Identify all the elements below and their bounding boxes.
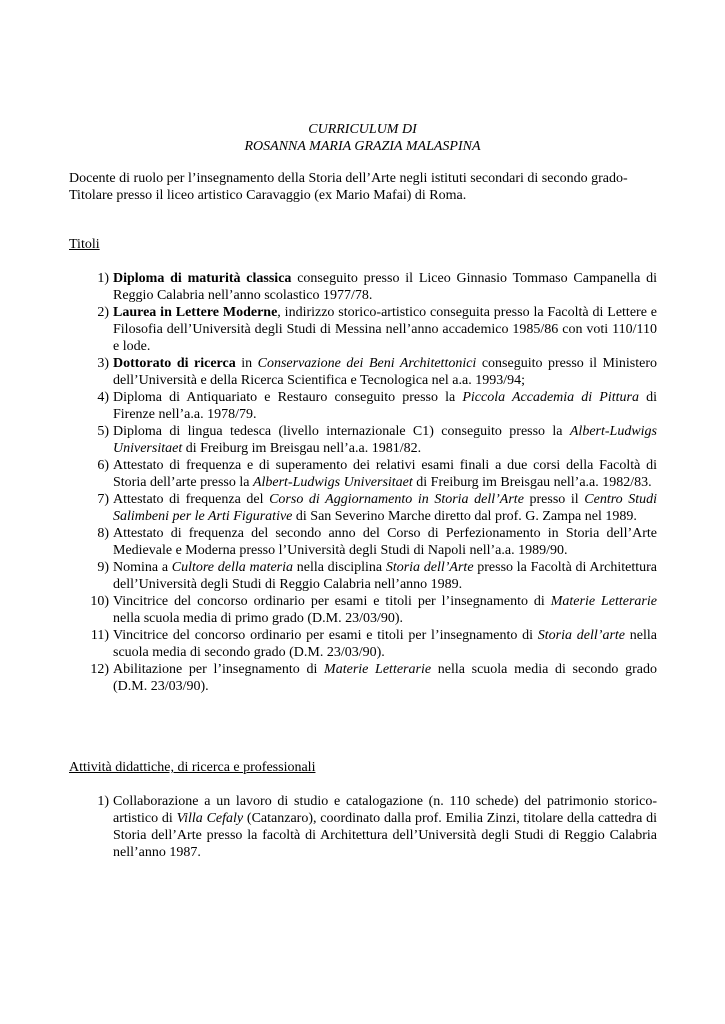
list-item-text: Abilitazione per l’insegnamento di [113, 662, 325, 677]
list-item-text: Laurea in Lettere Moderne [113, 305, 278, 320]
list-item-text: Materie Letterarie [324, 662, 432, 677]
list-item-text: Villa Cefaly [176, 811, 244, 826]
list-item-text: Conservazione dei Beni Architettonici [257, 356, 477, 371]
section-heading-titoli: Titoli [69, 237, 100, 252]
list-item-text: conseguito presso il Ministero dell’Università e della Ricerca Scientifica e Tecnologica nel a.a. 1993/94; [113, 356, 657, 388]
list-item-number: 9) [97, 560, 109, 575]
list-item-text: , indirizzo storico-artistico conseguita presso la Facoltà di Lettere e Filosofia dell’Università degli Studi di Messina nell’anno accademico 1985/86 con voti 110/110 e lode. [113, 305, 657, 354]
list-item-number: 10) [90, 594, 109, 609]
list-item-text: Storia dell’arte [537, 628, 625, 643]
list-item-text: nella scuola media di primo grado (D.M. 23/03/90). [113, 611, 404, 626]
list-item [69, 559, 657, 593]
list-item-text: nella disciplina [293, 560, 386, 575]
document-title: CURRICULUM DI [308, 122, 417, 137]
list-item-text: Diploma di maturità classica [113, 271, 292, 286]
list-item-text: Diploma di Antiquariato e Restauro conseguito presso la [113, 390, 463, 405]
list-item-text: di Freiburg im Breisgau nell’a.a. 1982/83. [412, 475, 652, 490]
list-item-number: 7) [97, 492, 109, 507]
list-item-text: conseguito presso il Liceo Ginnasio Tommaso Campanella di Reggio Calabria nell’anno scolastico 1977/78. [113, 271, 657, 303]
list-item [69, 491, 657, 525]
list-item-number: 3) [97, 356, 109, 371]
list-item-text: presso la Facoltà di Architettura dell’Università degli Studi di Reggio Calabria nell’anno 1989. [113, 560, 657, 592]
list-item-text: Collaborazione a un lavoro di studio e catalogazione (n. 110 schede) del patrimonio storico-artistico di [113, 794, 657, 826]
list-item-text: Storia dell’Arte [385, 560, 474, 575]
list-item-text: in [235, 356, 258, 371]
list-item-text: Attestato di frequenza del [113, 492, 270, 507]
list-item-text: Dottorato di ricerca [113, 356, 236, 371]
list-item [69, 457, 657, 491]
titoli-list [69, 270, 657, 695]
list-item-number: 1) [97, 271, 109, 286]
list-item-number: 5) [97, 424, 109, 439]
list-item [69, 661, 657, 695]
list-item [69, 355, 657, 389]
list-item-text: nella scuola media di secondo grado (D.M. 23/03/90). [113, 628, 657, 660]
list-item [69, 793, 657, 861]
list-item-number: 8) [97, 526, 109, 541]
list-item [69, 304, 657, 355]
intro-paragraph [69, 170, 669, 204]
list-item-text: Vincitrice del concorso ordinario per esami e titoli per l’insegnamento di [113, 594, 551, 609]
list-item-text: Albert-Ludwigs Universitaet [113, 424, 657, 456]
list-item-text: Materie Letterarie [550, 594, 657, 609]
list-item-text: Attestato di frequenza del secondo anno del Corso di Perfezionamento in Storia dell’Arte Medievale e Moderna presso l’Università degli Studi di Napoli nell’a.a. 1989/90. [113, 526, 657, 558]
list-item-number: 1) [97, 794, 109, 809]
intro-line-2: Titolare presso il liceo artistico Caravaggio (ex Mario Mafai) di Roma. [69, 188, 467, 203]
list-item [69, 593, 657, 627]
list-item [69, 270, 657, 304]
list-item-text: Corso di Aggiornamento in Storia dell’Arte [269, 492, 524, 507]
list-item-number: 2) [97, 305, 109, 320]
attivita-list [69, 793, 657, 861]
list-item [69, 423, 657, 457]
list-item-text: Attestato di frequenza e di superamento dei relativi esami finali a due corsi della Facoltà di Storia dell’arte presso la [113, 458, 657, 490]
list-item-text: Diploma di lingua tedesca (livello internazionale C1) conseguito presso la [113, 424, 570, 439]
list-item-text: di Freiburg im Breisgau nell’a.a. 1981/82. [182, 441, 422, 456]
list-item [69, 525, 657, 559]
list-item-text: di San Severino Marche diretto dal prof. G. Zampa nel 1989. [292, 509, 637, 524]
list-item-text: Cultore della materia [171, 560, 294, 575]
section-heading-attivita: Attività didattiche, di ricerca e professionali [69, 760, 316, 775]
list-item-text: (Catanzaro), coordinato dalla prof. Emilia Zinzi, titolare della cattedra di Storia dell’Arte presso la facoltà di Architettura dell’Università degli Studi di Reggio Calabria nell’anno 1987. [113, 811, 657, 860]
list-item-number: 11) [90, 628, 109, 643]
document-subtitle-name: ROSANNA MARIA GRAZIA MALASPINA [244, 139, 481, 154]
list-item-text: di Firenze nell’a.a. 1978/79. [113, 390, 657, 422]
list-item-text: Nomina a [113, 560, 172, 575]
list-item-number: 6) [97, 458, 109, 473]
intro-line-1: Docente di ruolo per l’insegnamento della Storia dell’Arte negli istituti secondari di secondo grado- [69, 171, 628, 186]
list-item [69, 627, 657, 661]
list-item-text: presso il [523, 492, 585, 507]
list-item [69, 389, 657, 423]
list-item-number: 12) [90, 662, 109, 677]
list-item-text: Vincitrice del concorso ordinario per esami e titoli per l’insegnamento di [113, 628, 538, 643]
list-item-number: 4) [97, 390, 109, 405]
list-item-text: nella scuola media di secondo grado (D.M. 23/03/90). [113, 662, 658, 694]
list-item-text: Piccola Accademia di Pittura [462, 390, 639, 405]
list-item-text: Centro Studi Salimbeni per le Arti Figurative [113, 492, 658, 524]
list-item-text: Albert-Ludwigs Universitaet [252, 475, 413, 490]
